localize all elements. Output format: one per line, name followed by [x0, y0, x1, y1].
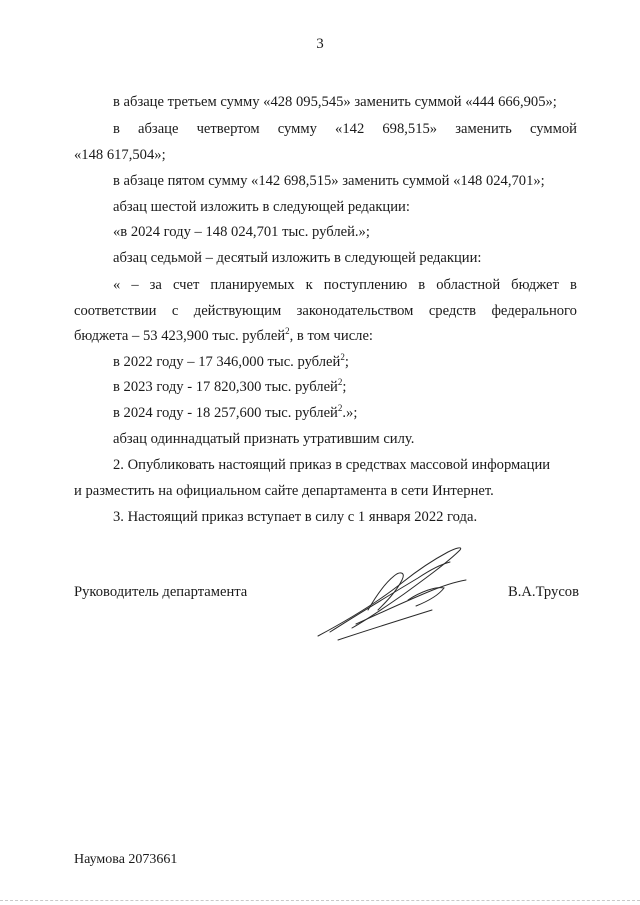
word: абзаце [138, 121, 179, 137]
word: « [113, 277, 121, 293]
paragraph-line: «148 617,504»; [74, 147, 166, 163]
executor-footer: Наумова 2073661 [74, 852, 178, 867]
word: в [418, 277, 426, 293]
word: в [569, 277, 577, 293]
word: средств [428, 303, 477, 319]
word: областной [436, 277, 501, 293]
word: к [305, 277, 313, 293]
footnote-mark: 2 [337, 403, 343, 414]
year-line-text: в 2024 году - 18 257,600 тыс. рублей [113, 405, 338, 421]
footnote-mark: 2 [340, 352, 345, 363]
paragraph-line: абзац шестой изложить в следующей редакции: [113, 199, 410, 215]
word: суммой [529, 121, 577, 137]
paragraph-line [113, 404, 357, 422]
budget-tail: , в том числе: [289, 328, 373, 344]
word: четвертом [196, 121, 260, 137]
budget-text: бюджета – 53 423,900 тыс. рублей [74, 328, 286, 344]
year-line-text: в 2022 году – 17 346,000 тыс. рублей [113, 354, 341, 370]
paragraph-line: в абзаце третьем сумму «428 095,545» заменить суммой «444 666,905»; [113, 94, 557, 110]
handwritten-signature [308, 540, 478, 650]
paragraph-line: «в 2024 году – 148 024,701 тыс. рублей.»; [113, 224, 370, 240]
word: заменить [455, 121, 512, 137]
paragraph-line-justified [113, 120, 577, 138]
word: 698,515» [382, 121, 438, 137]
word: с [171, 303, 179, 319]
word: действующим [193, 303, 282, 319]
year-line-tail: ; [342, 379, 347, 395]
word: «142 [335, 121, 365, 137]
word: сумму [277, 121, 317, 137]
paragraph-line: 2. Опубликовать настоящий приказ в средствах массовой информации [113, 457, 551, 473]
word: законодательством [296, 303, 414, 319]
word: бюджет [511, 277, 559, 293]
year-line-text: в 2023 году - 17 820,300 тыс. рублей [113, 379, 338, 395]
word: – [131, 277, 139, 293]
year-line-tail: ; [344, 354, 349, 370]
word: планируемых [210, 277, 295, 293]
footnote-mark: 2 [337, 377, 343, 388]
page-number: 3 [316, 36, 324, 52]
paragraph-line [113, 353, 349, 371]
paragraph-line: абзац седьмой – десятый изложить в следующей редакции: [113, 250, 482, 266]
signatory-position: Руководитель департамента [74, 584, 248, 600]
signature-block [0, 540, 640, 650]
word: поступлению [323, 277, 408, 293]
word: счет [172, 277, 200, 293]
word: за [149, 277, 162, 293]
word: соответствии [74, 303, 157, 319]
word: федерального [491, 303, 577, 319]
signatory-name: В.А.Трусов [508, 584, 579, 600]
paragraph-line: 3. Настоящий приказ вступает в силу с 1 января 2022 года. [113, 509, 478, 525]
paragraph-line-justified [74, 302, 577, 320]
paragraph-line: и разместить на официальном сайте департамента в сети Интернет. [74, 483, 494, 499]
footnote-mark: 2 [285, 326, 290, 337]
page-bottom-edge [0, 900, 640, 903]
paragraph-line [113, 378, 346, 396]
paragraph-line [74, 327, 373, 345]
paragraph-line: абзац одиннадцатый признать утратившим силу. [113, 431, 415, 447]
word: в [113, 121, 120, 137]
year-line-tail: .»; [342, 405, 358, 421]
paragraph-line: в абзаце пятом сумму «142 698,515» заменить суммой «148 024,701»; [113, 173, 545, 189]
paragraph-line-justified [113, 276, 577, 294]
